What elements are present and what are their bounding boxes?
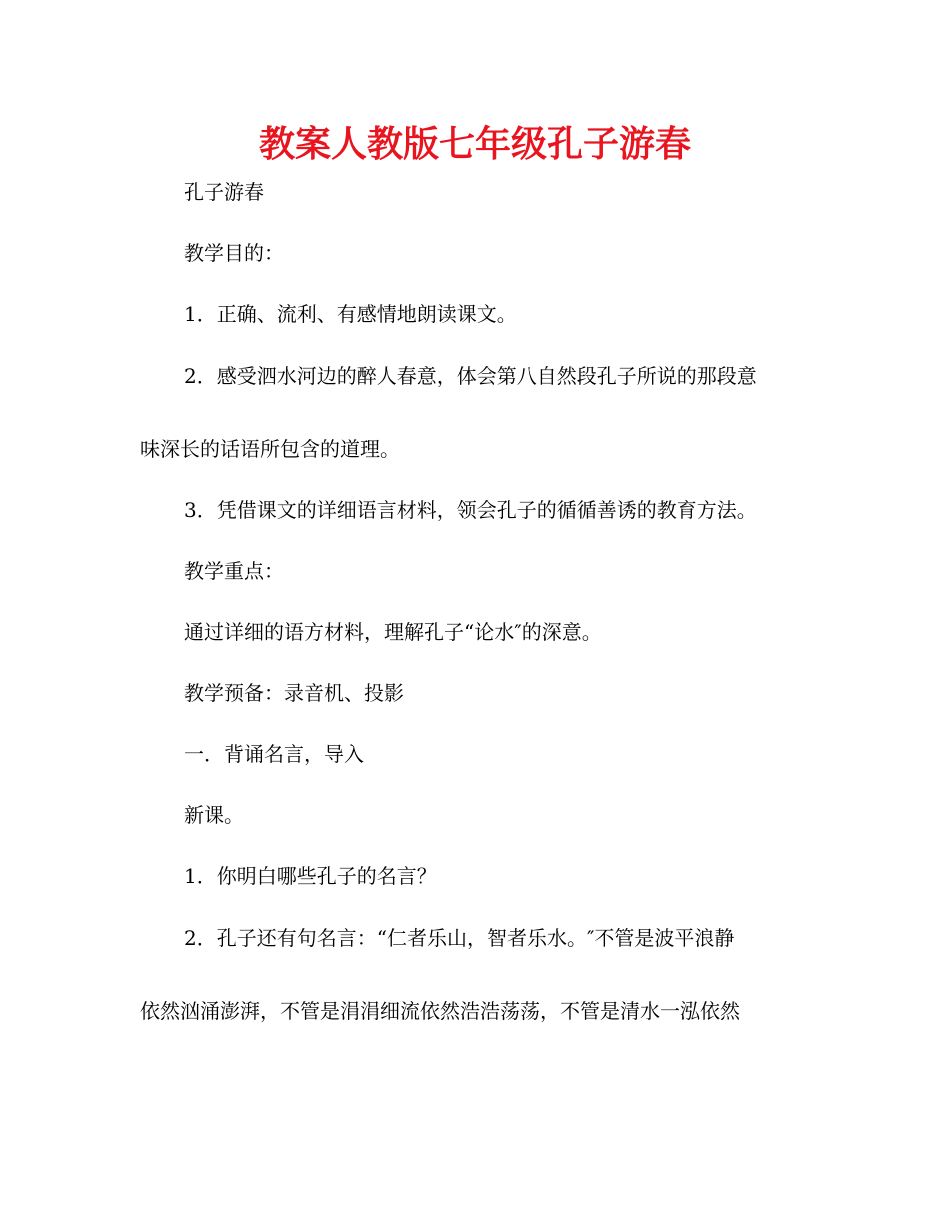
question-2-line-1: 2．孔子还有句名言：“仁者乐山，智者乐水。″不管是波平浪静 bbox=[184, 926, 735, 950]
objective-2-line-1: 2．感受泗水河边的醉人春意，体会第八自然段孔子所说的那段意 bbox=[184, 364, 757, 388]
question-2-line-2: 依然汹涌澎湃，不管是涓涓细流依然浩浩荡荡，不管是清水一泓依然 bbox=[140, 999, 740, 1023]
heading-teaching-focus: 教学重点： bbox=[184, 559, 284, 583]
objective-2-line-2: 味深长的话语所包含的道理。 bbox=[140, 437, 400, 461]
teaching-preparation: 教学预备：录音机、投影 bbox=[184, 681, 404, 705]
section-1-continuation: 新课。 bbox=[184, 803, 244, 827]
document-title: 教案人教版七年级孔子游春 bbox=[258, 124, 691, 165]
objective-3: 3．凭借课文的详细语言材料，领会孔子的循循善诱的教育方法。 bbox=[184, 498, 757, 522]
section-1-heading: 一．背诵名言，导入 bbox=[184, 742, 364, 766]
objective-1: 1．正确、流利、有感情地朗读课文。 bbox=[184, 302, 517, 326]
heading-teaching-objectives: 教学目的： bbox=[184, 241, 284, 265]
lesson-name: 孔子游春 bbox=[184, 180, 264, 204]
question-1: 1．你明白哪些孔子的名言？ bbox=[184, 864, 437, 888]
teaching-focus-text: 通过详细的语方材料，理解孔子“论水″的深意。 bbox=[184, 620, 602, 644]
